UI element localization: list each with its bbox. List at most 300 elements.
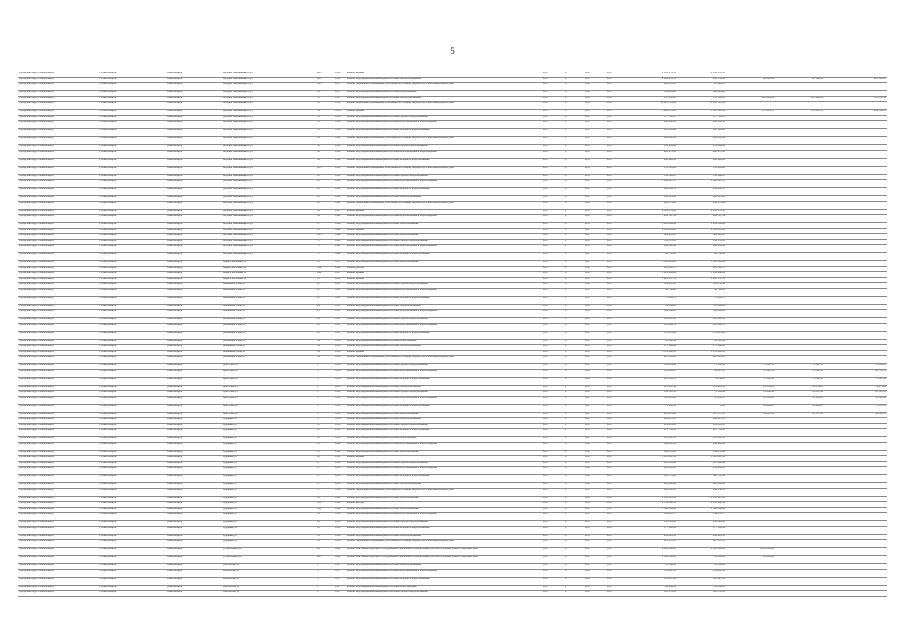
table-cell: 2017 <box>542 526 564 534</box>
table-row <box>18 396 887 404</box>
table-cell: 144 678,66 <box>628 450 677 456</box>
table-cell: Большевистская ул <box>222 350 316 356</box>
table-cell: Богдана Хмельницкого ул <box>222 83 316 91</box>
table-cell: 125 571,32 <box>677 412 726 418</box>
table-cell: 6 120 278,10 <box>677 209 726 215</box>
table-cell: г. Новосибирск <box>98 228 166 234</box>
table-cell: 0 <box>564 253 584 261</box>
table-cell: Новосибирск <box>166 110 222 116</box>
table-cell: 102 905,90 <box>628 396 677 404</box>
table-cell: 2017 <box>584 158 606 166</box>
table-cell: 2017 <box>606 209 628 215</box>
table-cell: 2017 <box>606 364 628 370</box>
table-cell: 23 <box>316 296 334 304</box>
table-cell: 2017 <box>606 129 628 137</box>
table-row <box>18 166 887 174</box>
table-cell: 2017 <box>606 450 628 456</box>
table-cell: Новосибирск <box>166 137 222 145</box>
table-cell <box>775 467 824 475</box>
table-cell: Новосибирск <box>166 201 222 209</box>
table-cell: 2017 <box>542 513 564 521</box>
table-cell: 0 <box>564 180 584 188</box>
table-cell: 2 300 000,00 <box>628 556 677 564</box>
table-cell: 2017 <box>606 526 628 534</box>
table-cell <box>775 540 824 548</box>
table-cell: 2017 <box>542 577 564 585</box>
table-cell: 72 296,79 <box>677 296 726 304</box>
table-cell: 43 <box>316 188 334 196</box>
table-cell: 2017 <box>584 412 606 418</box>
table-cell: 2017 <box>584 496 606 502</box>
table-cell <box>775 442 824 450</box>
table-cell: 1959 <box>334 350 346 356</box>
table-cell: 34 <box>316 110 334 116</box>
table-cell: 12 <box>316 423 334 429</box>
table-cell: Ремонт внутридомовой инженерной системы горячего водоснабжения <box>346 318 542 324</box>
table-cell: Богдана Хмельницкого ул <box>222 215 316 223</box>
table-cell: 1962 <box>334 223 346 229</box>
table-cell: Новосибирск <box>166 188 222 196</box>
table-cell: 25 <box>316 310 334 318</box>
table-cell: Городской округ Новосибирск <box>18 483 98 489</box>
table-cell <box>824 215 887 223</box>
table-cell: 10 183,83 <box>775 396 824 404</box>
table-cell: Ремонт внутридомовой инженерной системы электроснабжения <box>346 418 542 424</box>
table-cell: 565 376,91 <box>677 591 726 597</box>
table-cell: Новосибирск <box>166 239 222 245</box>
table-cell: 2017 <box>584 72 606 77</box>
table-cell: 377 791,07 <box>628 115 677 121</box>
table-cell: Богдана Хмельницкого ул <box>222 121 316 129</box>
table-cell: 125 061,13 <box>677 437 726 443</box>
table-cell: Ремонт внутридомовой инженерной системы холодного водоснабжения <box>346 526 542 534</box>
table-cell: 0 <box>564 234 584 240</box>
table-cell <box>824 526 887 534</box>
table-cell: 2017 <box>542 404 564 412</box>
table-cell: Городской округ Новосибирск <box>18 404 98 412</box>
table-cell: Ремонт внутридомовой инженерной системы водоотведения <box>346 437 542 443</box>
table-cell: 916 993,35 <box>677 534 726 540</box>
table-cell: 2017 <box>542 369 564 377</box>
table-cell: Богдана Хмельницкого ул <box>222 110 316 116</box>
table-cell: Новосибирск <box>166 502 222 508</box>
table-cell: 1958 <box>334 467 346 475</box>
table-cell: 91 209,02 <box>628 304 677 310</box>
table-cell: 2017 <box>606 83 628 91</box>
table-cell <box>824 556 887 564</box>
table-cell: 0 <box>564 418 584 424</box>
table-cell: Бурденко ул <box>222 437 316 443</box>
table-cell: 177 198,19 <box>677 526 726 534</box>
table-cell: Ремонт внутридомовой инженерной системы водоснабжения и водоотведения <box>346 323 542 331</box>
table-cell: 2017 <box>584 318 606 324</box>
table-cell: 1957 <box>334 569 346 577</box>
table-cell: 0 <box>564 456 584 462</box>
table-cell: 2017 <box>542 585 564 591</box>
table-cell: 2017 <box>606 456 628 462</box>
table-cell <box>726 429 775 437</box>
table-cell: г. Новосибирск <box>98 418 166 424</box>
table-cell: г. Новосибирск <box>98 239 166 245</box>
table-cell: Городской округ Новосибирск <box>18 174 98 180</box>
table-cell: 2017 <box>584 475 606 483</box>
table-cell: Городской округ Новосибирск <box>18 201 98 209</box>
table-cell: г. Новосибирск <box>98 201 166 209</box>
table-cell: Городской округ Новосибирск <box>18 456 98 462</box>
table-cell: 2017 <box>542 423 564 429</box>
table-cell: Городской округ Новосибирск <box>18 331 98 339</box>
table-cell: Новосибирск <box>166 585 222 591</box>
table-cell: 94 706,66 <box>628 288 677 296</box>
table-cell: Богдана Хмельницкого ул <box>222 96 316 102</box>
table-cell <box>775 166 824 174</box>
table-cell: 0 <box>564 513 584 521</box>
table-cell: Новосибирск <box>166 556 222 564</box>
table-cell: г. Новосибирск <box>98 174 166 180</box>
table-cell: 0 <box>564 318 584 324</box>
table-cell: 2017 <box>542 288 564 296</box>
table-cell: 2017 <box>606 102 628 110</box>
table-row <box>18 429 887 437</box>
table-cell: 363 196,64 <box>628 129 677 137</box>
table-cell: 17 <box>316 461 334 467</box>
table-cell: 2017 <box>542 266 564 272</box>
table-cell: 2017 <box>584 272 606 278</box>
table-cell: 0 <box>564 548 584 556</box>
table-cell: 2017 <box>584 339 606 345</box>
table-cell: 0 <box>564 304 584 310</box>
table-cell: Ремонт внутридомовой инженерной системы водоснабжения и водоотведения <box>346 288 542 296</box>
table-row <box>18 129 887 137</box>
table-cell <box>824 129 887 137</box>
table-cell: 29/1 <box>316 83 334 91</box>
table-cell: Вахтангова ул <box>222 585 316 591</box>
table-cell: 1 <box>316 418 334 424</box>
table-cell: 2017 <box>606 228 628 234</box>
table-cell: 867 978,11 <box>677 540 726 548</box>
table-cell <box>726 121 775 129</box>
table-cell: 0 <box>564 488 584 496</box>
table-cell: 10 183,83 <box>726 396 775 404</box>
table-cell <box>775 83 824 91</box>
table-row <box>18 121 887 129</box>
table-cell: 73 <box>316 245 334 253</box>
table-cell: Ремонт внутридомовой инженерной системы теплоснабжения <box>346 450 542 456</box>
table-cell: 134 170,91 <box>677 239 726 245</box>
table-cell: 1951 <box>334 310 346 318</box>
table-cell: 2017 <box>584 396 606 404</box>
table-cell: 12 <box>316 429 334 437</box>
table-cell <box>775 331 824 339</box>
table-cell: г. Новосибирск <box>98 234 166 240</box>
table-cell: Ремонт внутридомовой инженерной системы холодного водоснабжения <box>346 188 542 196</box>
table-cell: 2017 <box>542 245 564 253</box>
table-cell: 2 552 082,34 <box>677 502 726 508</box>
table-cell: Богдана Хмельницкого ул <box>222 180 316 188</box>
table-cell <box>726 356 775 364</box>
table-cell: 2017 <box>584 591 606 597</box>
table-cell: 2017 <box>606 115 628 121</box>
table-cell: Городской округ Новосибирск <box>18 245 98 253</box>
table-cell: Новосибирск <box>166 323 222 331</box>
table-cell: 2017 <box>542 345 564 351</box>
table-cell: Богдана Хмельницкого ул <box>222 245 316 253</box>
table-cell <box>824 180 887 188</box>
table-cell: 2017 <box>606 437 628 443</box>
table-cell: Новосибирск <box>166 158 222 166</box>
table-cell: 2017 <box>542 496 564 502</box>
table-cell: 456 060,76 <box>628 188 677 196</box>
table-cell: Городской округ Новосибирск <box>18 91 98 97</box>
table-cell: 67 459,78 <box>677 396 726 404</box>
table-cell: 0 <box>564 496 584 502</box>
table-row <box>18 526 887 534</box>
table-cell: 2017 <box>584 345 606 351</box>
table-cell: 394 470,77 <box>677 513 726 521</box>
table-cell: 10 205 723,58 <box>677 102 726 110</box>
table-cell: 1 890 021,51 <box>628 180 677 188</box>
table-cell: 0 <box>564 158 584 166</box>
table-cell: 32 <box>316 102 334 110</box>
table-cell: Бурденко ул <box>222 475 316 483</box>
table-cell: 2017 <box>542 158 564 166</box>
table-cell: г. Новосибирск <box>98 137 166 145</box>
table-cell: Городской округ Новосибирск <box>18 429 98 437</box>
table-cell: 19 <box>316 526 334 534</box>
table-cell: 407 043,85 <box>677 356 726 364</box>
table-cell: Новосибирск <box>166 72 222 77</box>
table-cell: 0 <box>564 121 584 129</box>
table-cell: г. Новосибирск <box>98 277 166 283</box>
table-cell: Новосибирск <box>166 564 222 570</box>
table-cell: 54 <box>316 215 334 223</box>
table-cell: Ремонт подвальных помещений, относящихся к общему имуществу в многоквартирном доме <box>346 166 542 174</box>
table-cell: 1960 <box>334 502 346 508</box>
table-cell: 100 778,18 <box>677 475 726 483</box>
table-cell: 1 469 213,00 <box>628 110 677 116</box>
table-row <box>18 475 887 483</box>
table-cell: Новосибирск <box>166 534 222 540</box>
table-cell: 214 368,33 <box>824 110 887 116</box>
table-cell <box>775 158 824 166</box>
table-cell: 4 104 693,88 <box>677 228 726 234</box>
table-row <box>18 569 887 577</box>
table-cell: 290 206,56 <box>677 121 726 129</box>
table-cell: 1 <box>316 585 334 591</box>
table-cell: 17 <box>316 483 334 489</box>
table-cell: Новосибирск <box>166 196 222 202</box>
table-cell: 2017 <box>584 521 606 527</box>
table-cell: 2017 <box>542 129 564 137</box>
table-cell: Новосибирск <box>166 339 222 345</box>
table-cell: 0 <box>564 507 584 513</box>
table-cell: 0 <box>564 396 584 404</box>
table-cell: Городской округ Новосибирск <box>18 475 98 483</box>
table-cell <box>726 467 775 475</box>
table-cell <box>824 591 887 597</box>
table-cell <box>824 310 887 318</box>
table-cell: Ремонт внутридомовой инженерной системы холодного водоснабжения <box>346 377 542 385</box>
table-cell: 428 475,38 <box>628 150 677 158</box>
table-cell: 2017 <box>606 569 628 577</box>
table-row <box>18 150 887 158</box>
table-cell: г. Новосибирск <box>98 585 166 591</box>
table-row <box>18 180 887 188</box>
table-cell: Городской округ Новосибирск <box>18 110 98 116</box>
table-cell: 2017 <box>584 461 606 467</box>
table-cell: 0 <box>564 591 584 597</box>
table-cell: 2017 <box>542 350 564 356</box>
table-cell: 0 <box>564 412 584 418</box>
table-cell: Ремонт внутридомовой инженерной системы водоснабжения и водоотведения <box>346 150 542 158</box>
table-cell: 24 <box>316 304 334 310</box>
table-cell <box>775 569 824 577</box>
table-cell: 163 696,79 <box>677 323 726 331</box>
table-cell: 1957 <box>334 96 346 102</box>
table-cell: 2017 <box>542 201 564 209</box>
table-cell: 98 149,99 <box>775 77 824 83</box>
table-row <box>18 331 887 339</box>
table-cell: Городской округ Новосибирск <box>18 209 98 215</box>
table-cell: Городской округ Новосибирск <box>18 350 98 356</box>
table-cell: 2017 <box>542 461 564 467</box>
table-cell: г. Новосибирск <box>98 304 166 310</box>
table-cell: 1951 <box>334 318 346 324</box>
table-cell: 2017 <box>542 488 564 496</box>
table-cell <box>726 310 775 318</box>
table-cell: 1957 <box>334 585 346 591</box>
table-cell: 0 <box>564 442 584 450</box>
table-cell: 28 <box>316 331 334 339</box>
table-cell: 2017 <box>584 234 606 240</box>
table-cell: Большевистская ул <box>222 296 316 304</box>
table-cell: 214 003,05 <box>628 423 677 429</box>
table-cell: 609 960,69 <box>628 483 677 489</box>
table-cell: 867 978,11 <box>628 540 677 548</box>
table-cell: 436 273,08 <box>628 201 677 209</box>
table-cell <box>775 150 824 158</box>
table-cell <box>775 296 824 304</box>
table-cell: 2017 <box>584 239 606 245</box>
table-cell: 2017 <box>584 253 606 261</box>
table-cell: г. Новосибирск <box>98 513 166 521</box>
table-cell: 1951 <box>334 283 346 289</box>
table-cell: Бурденко ул <box>222 442 316 450</box>
table-cell: 34 <box>316 345 334 351</box>
table-cell: г. Новосибирск <box>98 266 166 272</box>
table-cell: Бурденко ул <box>222 496 316 502</box>
table-cell: Новосибирск <box>166 540 222 548</box>
table-cell <box>824 467 887 475</box>
table-cell: 2017 <box>584 310 606 318</box>
table-cell: Бурденко ул <box>222 483 316 489</box>
table-cell: 4 650 000,00 <box>628 548 677 556</box>
table-cell <box>775 129 824 137</box>
table-cell: 1958 <box>334 369 346 377</box>
table-cell: 2017 <box>542 102 564 110</box>
table-cell: 2017 <box>606 272 628 278</box>
table-cell: г. Новосибирск <box>98 215 166 223</box>
table-cell: 225 863,66 <box>677 461 726 467</box>
table-cell: 2017 <box>584 526 606 534</box>
table-cell: 364 924,98 <box>628 91 677 97</box>
table-cell: 64 738,36 <box>628 253 677 261</box>
table-cell: 31 <box>316 96 334 102</box>
table-cell: г. Новосибирск <box>98 461 166 467</box>
table-cell: Городской округ Новосибирск <box>18 129 98 137</box>
table-cell: 45 <box>316 201 334 209</box>
table-cell: 2017 <box>542 272 564 278</box>
table-cell: 2017 <box>606 521 628 527</box>
table-cell: Богдана Хмельницкого ул <box>222 145 316 151</box>
table-cell: Новосибирск <box>166 377 222 385</box>
table-cell: 2017 <box>606 396 628 404</box>
table-cell: 2017 <box>606 369 628 377</box>
table-row <box>18 201 887 209</box>
table-cell: 957 931,67 <box>628 96 677 102</box>
table-cell: Ремонт внутридомовой инженерной системы электроснабжения <box>346 96 542 102</box>
table-cell: Городской округ Новосибирск <box>18 304 98 310</box>
table-cell: 5 <box>316 591 334 597</box>
table-cell: Городской округ Новосибирск <box>18 166 98 174</box>
table-cell <box>824 569 887 577</box>
table-cell: Новосибирск <box>166 450 222 456</box>
table-cell: 0 <box>564 577 584 585</box>
table-cell <box>726 513 775 521</box>
table-cell: 345 029,20 <box>628 521 677 527</box>
table-cell: г. Новосибирск <box>98 564 166 570</box>
table-cell: 2017 <box>606 461 628 467</box>
table-cell: 2 325 000,00 <box>677 548 726 556</box>
table-cell: 23 833,03 <box>775 385 824 391</box>
table-cell: г. Новосибирск <box>98 423 166 429</box>
table-cell: 2017 <box>584 502 606 508</box>
table-cell: 2017 <box>606 488 628 496</box>
table-cell: 116 634,98 <box>628 364 677 370</box>
table-cell: 2017 <box>584 215 606 223</box>
table-cell: 1958 <box>334 540 346 548</box>
table-cell: 2017 <box>542 91 564 97</box>
table-cell: Богдана Хмельницкого ул <box>222 228 316 234</box>
table-cell: г. Новосибирск <box>98 364 166 370</box>
table-cell: Новосибирск <box>166 475 222 483</box>
table-cell: 183 063,36 <box>628 318 677 324</box>
table-cell: 18 <box>316 496 334 502</box>
table-cell: Новосибирск <box>166 526 222 534</box>
table-row <box>18 323 887 331</box>
table-cell: г. Новосибирск <box>98 404 166 412</box>
table-cell <box>824 288 887 296</box>
table-cell: Новосибирск <box>166 83 222 91</box>
table-cell: г. Новосибирск <box>98 150 166 158</box>
table-cell: г. Новосибирск <box>98 283 166 289</box>
table-cell: 1954 <box>334 150 346 158</box>
table-cell: 1958 <box>334 102 346 110</box>
table-cell: 2017 <box>542 196 564 202</box>
table-cell: Бурденко ул <box>222 461 316 467</box>
table-cell: Новосибирск <box>166 513 222 521</box>
table-cell <box>775 121 824 129</box>
table-cell: 2017 <box>542 396 564 404</box>
table-cell: Ремонт подвальных помещений, относящихся к общему имуществу в многоквартирном доме <box>346 488 542 496</box>
table-cell <box>775 180 824 188</box>
table-cell: 2017 <box>606 377 628 385</box>
table-cell: Новосибирск <box>166 345 222 351</box>
table-cell: 2017 <box>584 288 606 296</box>
table-cell: 2017 <box>542 442 564 450</box>
table-cell: 1959 <box>334 72 346 77</box>
table-cell: 2017 <box>584 228 606 234</box>
